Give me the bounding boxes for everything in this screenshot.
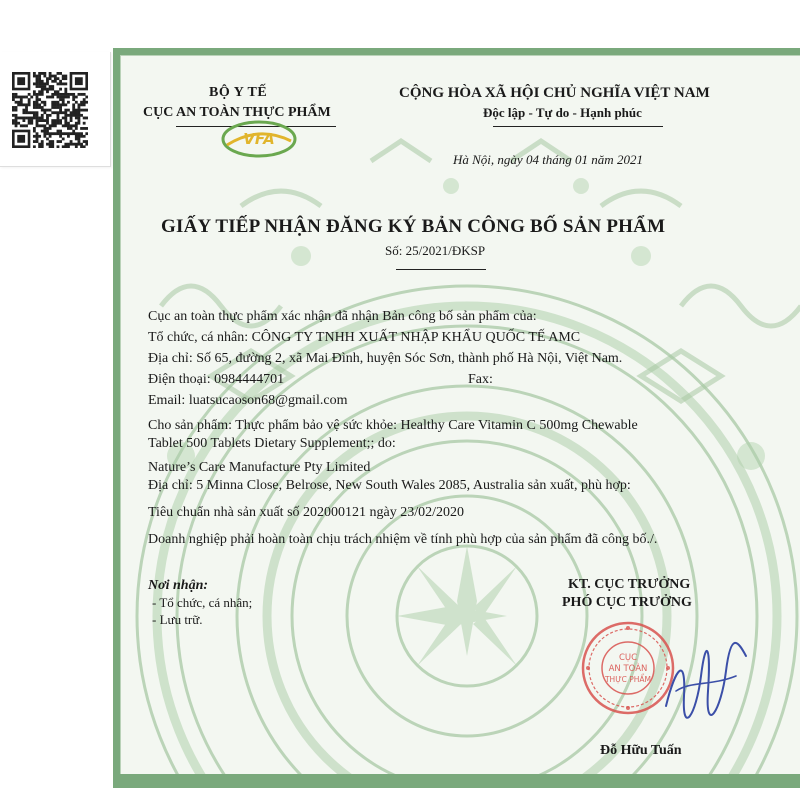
signer-title-line1: KT. CỤC TRƯỞNG [568, 577, 691, 592]
body-manufacturer-address: Địa chỉ: 5 Minna Close, Belrose, New South Wales 2085, Australia sản xuất, phù hợp: [148, 478, 631, 493]
motto-underline [493, 126, 663, 127]
national-motto: Độc lập - Tự do - Hạnh phúc [483, 105, 642, 120]
body-product-line1: Cho sản phẩm: Thực phẩm bảo vệ sức khỏe: Healthy Care Vitamin C 500mg Chewable [148, 418, 638, 433]
place-and-date: Hà Nội, ngày 04 tháng 01 năm 2021 [453, 152, 643, 167]
body-intro: Cục an toàn thực phẩm xác nhận đã nhận Bản công bố sản phẩm của: [148, 309, 537, 324]
number-underline [396, 269, 486, 270]
certificate-paper [120, 55, 800, 774]
body-product-line2: Tablet 500 Tablets Dietary Supplement;; do: [148, 436, 396, 451]
recipients-heading: Nơi nhận: [148, 578, 209, 593]
recipient-item: - Tổ chức, cá nhân; [152, 595, 253, 610]
seal-text: THỰC PHẨM [604, 675, 652, 684]
document-title: GIẤY TIẾP NHẬN ĐĂNG KÝ BẢN CÔNG BỐ SẢN PHẨM [161, 216, 666, 237]
body-phone: Điện thoại: 0984444701 [148, 372, 285, 387]
seal-text: CỤC [618, 653, 638, 663]
agency-name: CỤC AN TOÀN THỰC PHẨM [143, 105, 331, 120]
body-manufacturer: Nature’s Care Manufacture Pty Limited [148, 460, 371, 475]
body-email: Email: luatsucaoson68@gmail.com [148, 393, 348, 408]
document-number: Số: 25/2021/ĐKSP [385, 243, 486, 258]
signer-name: Đỗ Hữu Tuấn [600, 743, 682, 758]
vfa-logo-text: VFA [243, 130, 275, 148]
body-fax: Fax: [468, 372, 493, 387]
certificate-frame [113, 48, 800, 788]
body-standard: Tiêu chuẩn nhà sản xuất số 202000121 ngày 23/02/2020 [148, 505, 465, 520]
handwritten-signature [656, 636, 756, 726]
ministry-name: BỘ Y TẾ [209, 85, 268, 100]
republic-heading: CỘNG HÒA XÃ HỘI CHỦ NGHĨA VIỆT NAM [399, 85, 710, 101]
qr-thumbnail-panel[interactable] [0, 52, 111, 167]
body-organization: Tổ chức, cá nhân: CÔNG TY TNHH XUẤT NHẬP KHẨU QUỐC TẾ AMC [148, 330, 581, 345]
recipient-item: - Lưu trữ. [152, 612, 203, 627]
body-responsibility: Doanh nghiệp phải hoàn toàn chịu trách nhiệm về tính phù hợp của sản phẩm đã công bố./. [148, 532, 658, 547]
signer-title-line2: PHÓ CỤC TRƯỞNG [562, 595, 692, 610]
body-address: Địa chỉ: Số 65, đường 2, xã Mai Đình, huyện Sóc Sơn, thành phố Hà Nội, Việt Nam. [148, 351, 623, 366]
seal-text: AN TOÀN [608, 664, 648, 674]
vfa-logo [219, 119, 299, 159]
qr-code-icon [12, 72, 88, 148]
